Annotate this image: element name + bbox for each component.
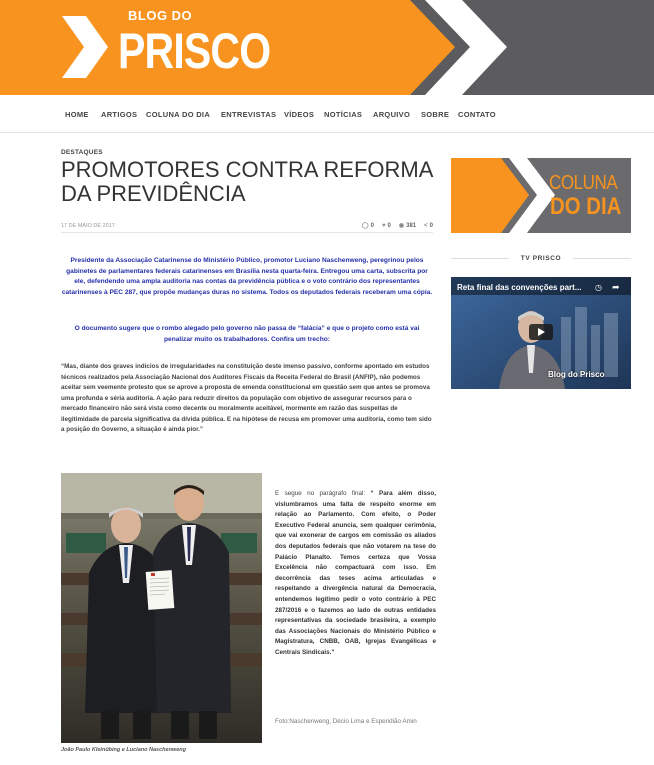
- final-paragraph-intro: E segue no parágrafo final:: [275, 490, 371, 497]
- tv-prisco-label: TV PRISCO: [520, 255, 562, 262]
- nav-item-coluna-do-dia[interactable]: COLUNA DO DIA: [146, 110, 211, 119]
- video-title[interactable]: Reta final das convenções part...: [457, 283, 582, 292]
- article-final-paragraph: [275, 489, 436, 659]
- site-header: [0, 0, 654, 95]
- shares-stat[interactable]: [424, 222, 433, 229]
- eye-icon: ◉: [398, 223, 405, 229]
- article-title: PROMOTORES CONTRA REFORMA DA PREVIDÊNCIA: [61, 157, 433, 206]
- article-date: 17 DE MAIO DE 2017: [61, 223, 115, 229]
- nav-item-entrevistas[interactable]: ENTREVISTAS: [221, 110, 277, 119]
- comments-count: 0: [370, 222, 374, 229]
- nav-item-arquivo[interactable]: ARQUIVO: [373, 110, 411, 119]
- article-lead: Presidente da Associação Catarinense do Ministério Público, promotor Luciano Naschenweng, peregrinou pelos gabinetes de parlamentares federais catarinenses em Brasília nesta quarta-feira. Entregou uma carta, subscrita por ele, defendendo uma ampla auditoria nas contas da previdência pública e o voto contrário dos representantes catarinenses à PEC 287, que propõe mudanças duras no sistema. Todos os deputados federais receberam uma cópia.: [61, 257, 433, 297]
- likes-stat[interactable]: [382, 222, 391, 229]
- clock-icon[interactable]: ◷: [595, 283, 602, 292]
- article-stats: [362, 222, 433, 229]
- article-meta: [61, 219, 433, 233]
- article-lead-2: O documento sugere que o rombo alegado pelo governo não passa de “falácia” e que o projeto como está vai penalizar muito os trabalhadores. Confira um trecho:: [74, 325, 420, 343]
- photo-caption: João Paulo Kleinübing e Luciano Naschenweng: [61, 747, 186, 753]
- comment-icon: ◯: [361, 223, 369, 229]
- share-arrow-icon[interactable]: ➦: [612, 282, 620, 292]
- photo-credit: Foto:Naschenweng, Décio Lima e Esperidião Amin: [275, 718, 417, 725]
- nav-item-noticias[interactable]: NOTÍCIAS: [324, 110, 363, 119]
- nav-item-sobre[interactable]: SOBRE: [421, 110, 450, 119]
- photo-illustration: [61, 473, 262, 743]
- logo-prisco-text[interactable]: PRISCO: [118, 23, 271, 79]
- coluna-banner-line1[interactable]: COLUNA: [549, 172, 618, 194]
- views-count: 381: [406, 222, 417, 229]
- video-brand: Blog do Prisco: [548, 370, 605, 379]
- views-stat: [399, 222, 416, 229]
- coluna-banner-line2[interactable]: DO DIA: [550, 193, 622, 220]
- likes-count: 0: [387, 222, 391, 229]
- nav-item-contato[interactable]: CONTATO: [458, 110, 496, 119]
- share-icon: <: [424, 222, 428, 229]
- logo-blog-text[interactable]: BLOG DO: [128, 8, 193, 23]
- main-navigation: [0, 95, 654, 133]
- nav-item-artigos[interactable]: ARTIGOS: [101, 110, 138, 119]
- nav-item-videos[interactable]: VÍDEOS: [284, 110, 315, 119]
- header-background-shape: [0, 0, 654, 95]
- final-paragraph-quote: “ Para além disso, vislumbramos uma falta de respeito enorme em relação ao Parlamento. Com efeito, o Poder Executivo Federal anuncia, sem qualquer cerimônia, que vai exonerar de cargos em comissão os aliados dos deputados federais que não votarem na tese do Palácio Planalto. Temos certeza que Vossa Excelência não compactuará com isso. Em decorrência das teses acima articuladas e respeitando a divergência natural da Democracia, entendemos legítimo pedir o voto contrário à PEC 287/2016 e o fazemos ao lado de outras entidades representativas da sociedade brasileira, a exemplo das Associações Nacionais do Ministério Público e Magistratura, CNBB, OAB, Igrejas Evangélicas e Centrais Sindicais.”: [275, 490, 436, 656]
- article-quote: “Mas, diante dos graves indícios de irregularidades na constituição deste imenso passivo, conforme apontado em estudos técnicos realizados pela Associação Nacional dos Auditores Fiscais da Receita Federal do Brasil (ANFIP), não podemos aceitar sem veemente protesto que se aprove a proposta de emenda constitucional em questão sem que antes se promova uma profunda e séria auditoria. A ação para reduzir direitos da população com objetivo de assegurar recursos para o mercado financeiro não será vista como decente ou moralmente aceitável, mormente em razão das suspeitas de ilegitimidade de parcela significativa da dívida pública. E na hipótese de recusa em promover uma auditoria, como tem sido a posição do Governo, a situação é ainda pior.”: [61, 363, 432, 433]
- shares-count: 0: [429, 222, 433, 229]
- heart-icon: ♥: [381, 222, 386, 229]
- nav-item-home[interactable]: HOME: [65, 110, 89, 119]
- article-category[interactable]: DESTAQUES: [61, 149, 103, 156]
- article-photo: [61, 473, 262, 743]
- comments-stat[interactable]: [362, 222, 374, 229]
